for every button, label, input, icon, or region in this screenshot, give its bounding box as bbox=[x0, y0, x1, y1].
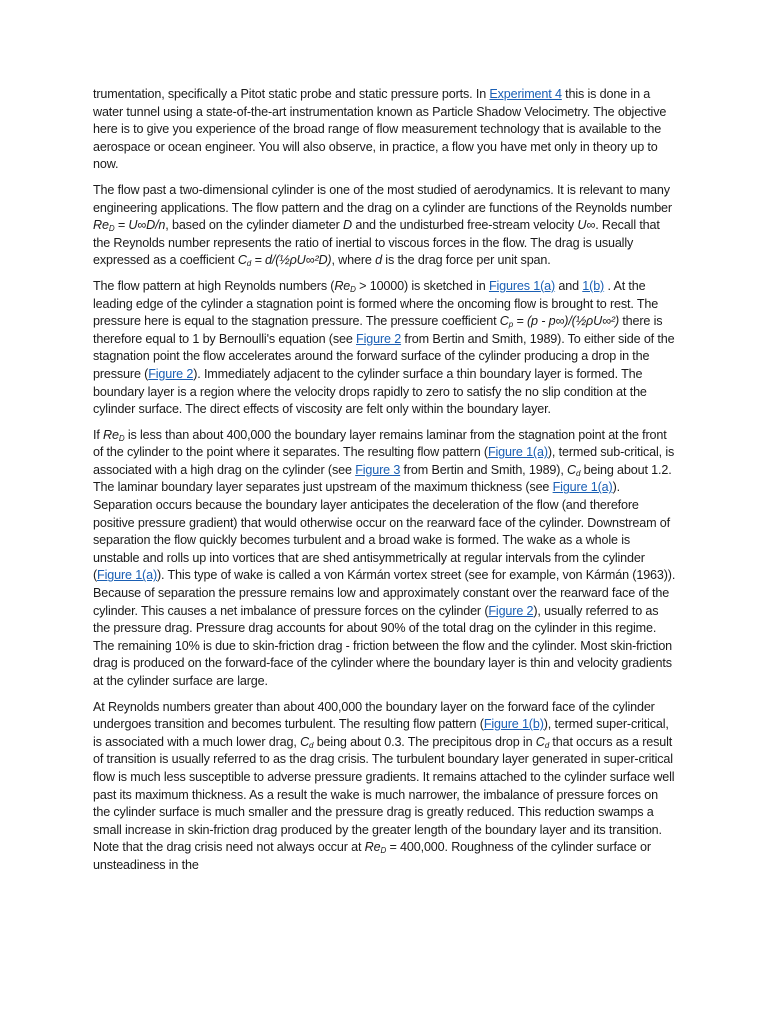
text: = 400,000. Roughness of the cylinder surface or unsteadiness in the bbox=[93, 840, 651, 872]
link-figure-1a[interactable]: Figure 1(a) bbox=[552, 480, 613, 495]
link-figure-2[interactable]: Figure 2 bbox=[488, 603, 534, 618]
text: At Reynolds numbers greater than about 400,000 the boundary layer on the forward face of the cylinder undergoes transition and becomes turbulent. The resulting flow pattern ( bbox=[93, 699, 655, 732]
math-velocity: U∞ bbox=[577, 218, 596, 233]
paragraph-intro bbox=[93, 86, 677, 174]
text: being about 0.3. The precipitous drop in bbox=[313, 734, 536, 749]
math-cd: $C_d$ bbox=[300, 734, 314, 750]
link-figure-1a[interactable]: Figure 1(a) bbox=[97, 568, 157, 583]
text: this is done in a water tunnel using a state-of-the-art instrumentation known as Particle Shadow Velocimetry. The objective here is to give you experience of the broad range of flow measurement technology that is available to the aerospace or ocean engineer. You will also observe, in practice, a flow you have met only in theory up to now. bbox=[93, 87, 667, 172]
text: ). Immediately adjacent to the cylinder surface a thin boundary layer is formed. The boundary layer is a region where the velocity drops rapidly to zero to satisfy the no slip condition at the cylinder surface. The direct effects of viscosity are felt only within the boundary layer. bbox=[93, 366, 647, 417]
text: > 10000) is sketched in bbox=[355, 278, 489, 293]
paragraph-sub-critical bbox=[93, 427, 677, 691]
math-cd: $C_d$ bbox=[535, 734, 550, 750]
paragraph-high-reynolds bbox=[93, 278, 677, 419]
text: . Recall that the Reynolds number represents the ratio of inertial to viscous forces in the flow. The drag is usually expressed as a coefficient bbox=[93, 218, 660, 268]
math-re: $Re_D$ bbox=[334, 278, 356, 294]
text: and the undisturbed free-stream velocity bbox=[352, 218, 578, 233]
text: trumentation, specifically a Pitot static probe and static pressure ports. In bbox=[93, 87, 490, 101]
text: ), termed super-critical, is associated with a much lower drag, bbox=[93, 717, 669, 749]
link-figure-1b[interactable]: Figure 1(b) bbox=[483, 717, 544, 732]
text: . At the leading edge of the cylinder a stagnation point is formed where the oncoming flow is brought to rest. The pressure here is equal to the stagnation pressure. The pressure coefficient bbox=[93, 278, 659, 329]
text: from Bertin and Smith, 1989), bbox=[400, 462, 568, 477]
text: , where bbox=[331, 253, 376, 268]
text: ). This type of wake is called a von Kármán vortex street (see for example, von Kármán (1963)). Because of separation the pressure remains low and approximately constant over the rearward face of the cylinder. This causes a net imbalance of pressure forces on the cylinder ( bbox=[93, 568, 676, 618]
text: , based on the cylinder diameter bbox=[165, 218, 344, 233]
math-cd: $C_d$ bbox=[237, 253, 252, 269]
link-figure-3[interactable]: Figure 3 bbox=[355, 462, 401, 477]
paragraph-super-critical bbox=[93, 699, 677, 875]
math-drag-force: d bbox=[375, 253, 382, 268]
text: that occurs as a result of transition is usually referred to as the drag crisis. The turbulent boundary layer generated in super-critical flow is much less susceptible to adverse pressure gradients. It remains attached to the cylinder surface well past its maximum thickness. As a result the wake is much narrower, the imbalance of pressure forces on the cylinder surface is much smaller and the pressure drag is greatly reduced. This reduction swamps a small increase in skin-friction drag produced by the greater length of the boundary layer and its transition. Note that the drag crisis need not always occur at bbox=[93, 734, 675, 855]
text: is less than about 400,000 the boundary layer remains laminar from the stagnation point at the front of the cylinder to the point where it separates. The resulting flow pattern ( bbox=[93, 427, 667, 460]
math-cp: $C_p$ bbox=[499, 314, 514, 330]
text: there is therefore equal to 1 by Bernoulli's equation (see bbox=[93, 314, 663, 346]
text: from Bertin and Smith, 1989). To either side of the stagnation point the flow accelerates around the forward surface of the cylinder producing a drop in the pressure ( bbox=[93, 331, 675, 381]
text: The flow past a two-dimensional cylinder is one of the most studied of aerodynamics. It is relevant to many engineering applications. The flow pattern and the drag on a cylinder are functions of the Reynolds number bbox=[93, 182, 672, 215]
text: ), usually referred to as the pressure drag. Pressure drag accounts for about 90% of the total drag on the cylinder in this regime. The remaining 10% is due to skin-friction drag - friction between the flow and the cylinder. Most skin-friction drag is produced on the forward-face of the cylinder where the boundary layer is thin and velocity gradients at the cylinder surface are large. bbox=[93, 603, 673, 688]
paragraph-flow-past-cylinder bbox=[93, 182, 677, 270]
text: ), termed sub-critical, is associated with a high drag on the cylinder (see bbox=[93, 445, 675, 477]
math-re: $Re_D$ bbox=[103, 427, 125, 443]
link-figure-2[interactable]: Figure 2 bbox=[148, 366, 194, 381]
document-page bbox=[93, 86, 677, 883]
link-figure-1a[interactable]: Figure 1(a) bbox=[487, 445, 548, 460]
math-re: $Re_D$ bbox=[93, 218, 115, 234]
text: being about 1.2. The laminar boundary layer separates just upstream of the maximum thickness (see bbox=[93, 462, 672, 495]
link-figure-2[interactable]: Figure 2 bbox=[356, 331, 402, 346]
math-re: $Re_D$ bbox=[364, 840, 387, 856]
math-re-definition: = U∞D/n bbox=[114, 218, 166, 233]
text: and bbox=[555, 278, 583, 293]
text: The flow pattern at high Reynolds numbers ( bbox=[93, 278, 335, 293]
text: ). Separation occurs because the boundary layer anticipates the deceleration of the flow (and therefore positive pressure gradient) that would otherwise occur on the rearward face of the cylinder. Downstream of separation the flow quickly becomes turbulent and a broad wake is formed. The wake as a whole is unstable and rolls up into vortices that are shed antisymmetrically at regular intervals from the cylinder ( bbox=[93, 480, 671, 583]
link-figures-1a[interactable]: Figures 1(a) bbox=[488, 278, 556, 293]
math-diameter: D bbox=[343, 218, 352, 233]
math-cp-definition: = (p - p∞)/(½ρU∞²) bbox=[513, 314, 619, 329]
link-experiment-4[interactable]: Experiment 4 bbox=[489, 87, 562, 101]
math-cd-definition: = d/(½ρU∞²D) bbox=[251, 253, 332, 268]
link-figure-1b[interactable]: 1(b) bbox=[582, 278, 605, 293]
text: is the drag force per unit span. bbox=[381, 253, 551, 268]
math-cd: $C_d$ bbox=[567, 462, 581, 478]
text: If bbox=[93, 427, 104, 442]
